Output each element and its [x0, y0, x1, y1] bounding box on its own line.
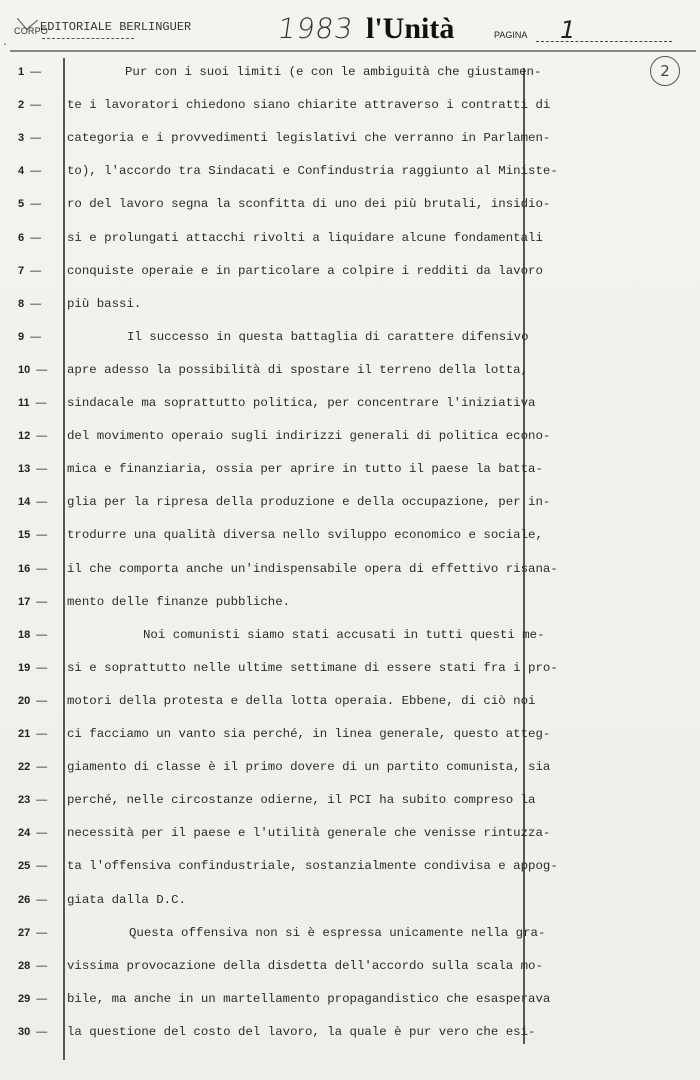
line-number-value: 28	[18, 959, 31, 972]
line-number-value: 11	[18, 397, 30, 409]
line-number	[18, 927, 58, 939]
line-number-value: 16	[18, 562, 31, 575]
handwritten-year: 1983	[275, 12, 356, 45]
left-margin-rule	[63, 58, 65, 1060]
line-number-value: 25	[18, 860, 31, 873]
line-number	[18, 629, 58, 641]
text-line: la questione del costo del lavoro, la quale è pur vero che esi-	[67, 1024, 536, 1039]
line-number	[18, 66, 58, 78]
line-number-dash: —	[36, 661, 48, 674]
line-number-value: 13	[18, 463, 31, 476]
line-number-value: 4	[18, 165, 25, 178]
line-number-dash: —	[30, 132, 42, 145]
text-line: del movimento operaio sugli indirizzi generali di politica econo-	[67, 429, 551, 444]
line-number-dash: —	[30, 330, 42, 343]
handwritten-page-number: 1	[557, 16, 579, 44]
line-number-value: 26	[18, 893, 31, 906]
text-line: Pur con i suoi limiti (e con le ambiguità che giustamen-	[125, 65, 542, 79]
editorial-title: EDITORIALE BERLINGUER	[40, 20, 192, 34]
text-line: il che comporta anche un'indispensabile opera di effettivo risana-	[67, 561, 558, 576]
line-number	[18, 529, 58, 541]
line-number-dash: —	[36, 1025, 48, 1038]
text-line: te i lavoratori chiedono siano chiarite attraverso i contratti di	[67, 98, 551, 113]
line-number-dash: —	[36, 463, 48, 476]
line-number	[18, 364, 58, 376]
line-number-dash: —	[30, 264, 42, 277]
line-number-value: 18	[18, 628, 31, 641]
text-line: glia per la ripresa della produzione e della occupazione, per in-	[67, 495, 551, 510]
text-line: perché, nelle circostanze odierne, il PCI ha subito compreso la	[67, 793, 536, 808]
line-number-value: 22	[18, 761, 31, 774]
line-number	[18, 99, 58, 111]
text-line: to), l'accordo tra Sindacati e Confindustria raggiunto al Ministe-	[67, 164, 558, 179]
line-number-value: 27	[18, 926, 31, 939]
line-number	[18, 960, 58, 972]
line-number-dash: —	[36, 992, 48, 1005]
line-number-dash: —	[30, 66, 42, 78]
editorial-underline	[42, 38, 134, 39]
line-number	[18, 1026, 58, 1038]
line-number	[18, 165, 58, 177]
line-number-dash: —	[30, 99, 42, 112]
line-number-dash: —	[35, 397, 47, 409]
line-number-value: 12	[18, 430, 31, 443]
text-line: trodurre una qualità diversa nello sviluppo economico e sociale,	[67, 528, 543, 543]
text-line: giamento di classe è il primo dovere di un partito comunista, sia	[67, 760, 551, 775]
line-number	[18, 232, 58, 244]
line-number	[18, 761, 58, 773]
line-number-value: 9	[18, 330, 25, 343]
text-line: ci facciamo un vanto sia perché, in linea generale, questo atteg-	[67, 727, 551, 741]
line-number-value: 5	[18, 198, 25, 211]
corpo-label: CORPO	[14, 26, 49, 36]
line-number	[18, 496, 58, 508]
line-number-dash: —	[30, 198, 42, 211]
line-number-dash: —	[36, 827, 48, 840]
line-number-dash: —	[36, 363, 48, 376]
line-number	[18, 198, 58, 210]
line-number-value: 14	[18, 496, 31, 509]
line-number-dash: —	[36, 926, 48, 939]
text-line: più bassi.	[67, 296, 142, 311]
line-number-dash: —	[36, 893, 48, 906]
line-number	[18, 662, 58, 674]
text-line: Il successo in questa battaglia di carattere difensivo	[127, 329, 529, 344]
text-line: vissima provocazione della disdetta dell'accordo sulla scala mo-	[67, 958, 543, 973]
line-number-value: 23	[18, 794, 31, 807]
line-number-value: 15	[18, 529, 31, 542]
line-number	[18, 728, 58, 740]
text-line: bile, ma anche in un martellamento propagandistico che esasperava	[67, 991, 551, 1006]
margin-dot-icon: .	[2, 38, 9, 49]
line-number	[18, 430, 58, 442]
line-number	[18, 265, 58, 277]
text-line: si e prolungati attacchi rivolti a liquidare alcune fondamentali	[67, 230, 543, 245]
line-number-dash: —	[36, 761, 48, 774]
line-number	[18, 331, 58, 343]
line-number-dash: —	[36, 496, 48, 509]
header-rule	[10, 50, 696, 52]
masthead-logo: l'Unità	[366, 12, 455, 45]
pagina-label: PAGINA	[494, 30, 528, 40]
text-line: giata dalla D.C.	[67, 892, 186, 907]
line-number-dash: —	[30, 231, 42, 244]
text-line: mento delle finanze pubbliche.	[67, 594, 291, 609]
line-number-dash: —	[30, 165, 42, 178]
text-line: apre adesso la possibilità di spostare il terreno della lotta,	[67, 362, 529, 377]
text-line: necessità per il paese e l'utilità generale che venisse rintuzza-	[67, 826, 551, 841]
line-number	[18, 827, 58, 839]
line-number	[18, 894, 58, 906]
line-number-value: 20	[18, 694, 31, 707]
line-number-value: 6	[18, 231, 25, 244]
right-margin-rule	[523, 68, 525, 1044]
text-line: conquiste operaie e in particolare a colpire i redditi da lavoro	[67, 263, 543, 278]
line-number-value: 3	[18, 132, 25, 145]
line-number-dash: —	[36, 860, 48, 873]
line-number	[18, 993, 58, 1005]
line-number-dash: —	[36, 529, 48, 542]
text-line: Questa offensiva non si è espressa unicamente nella gra-	[129, 925, 546, 940]
line-number-value: 21	[18, 728, 31, 740]
line-number	[18, 132, 58, 144]
line-number-dash: —	[36, 728, 48, 740]
line-number-dash: —	[36, 694, 48, 707]
line-number	[18, 596, 58, 608]
line-number-value: 1	[18, 66, 25, 78]
text-line: Noi comunisti siamo stati accusati in tutti questi me-	[143, 627, 545, 642]
text-line: ta l'offensiva confindustriale, sostanzialmente condivisa e appog-	[67, 859, 558, 874]
line-number-dash: —	[36, 595, 48, 608]
line-number-dash: —	[30, 297, 42, 310]
text-line: categoria e i provvedimenti legislativi che verranno in Parlamen-	[67, 131, 551, 146]
line-number-dash: —	[36, 430, 48, 443]
line-number-value: 2	[18, 99, 25, 112]
text-line: ro del lavoro segna la sconfitta di uno dei più brutali, insidio-	[67, 197, 551, 212]
text-line: mica e finanziaria, ossia per aprire in tutto il paese la batta-	[67, 462, 543, 477]
line-number	[18, 463, 58, 475]
line-number-value: 30	[18, 1025, 31, 1038]
line-number	[18, 794, 58, 806]
line-number-value: 8	[18, 297, 25, 310]
text-line: si e soprattutto nelle ultime settimane di essere stati fra i pro-	[67, 660, 558, 675]
circled-sheet-number: 2	[650, 56, 680, 86]
line-number-value: 17	[18, 595, 31, 608]
text-line: sindacale ma soprattutto politica, per concentrare l'iniziativa	[67, 396, 536, 410]
text-line: motori della protesta e della lotta operaia. Ebbene, di ciò noi	[67, 693, 536, 708]
line-number	[18, 563, 58, 575]
line-number-value: 10	[18, 363, 31, 376]
line-number-dash: —	[36, 794, 48, 807]
line-number	[18, 397, 58, 409]
line-number	[18, 860, 58, 872]
line-number	[18, 298, 58, 310]
line-number-dash: —	[36, 628, 48, 641]
line-number-dash: —	[36, 959, 48, 972]
line-number-value: 29	[18, 992, 31, 1005]
line-number-dash: —	[36, 562, 48, 575]
line-number-value: 24	[18, 827, 31, 840]
line-number	[18, 695, 58, 707]
line-number-value: 7	[18, 264, 25, 277]
line-number-value: 19	[18, 661, 31, 674]
